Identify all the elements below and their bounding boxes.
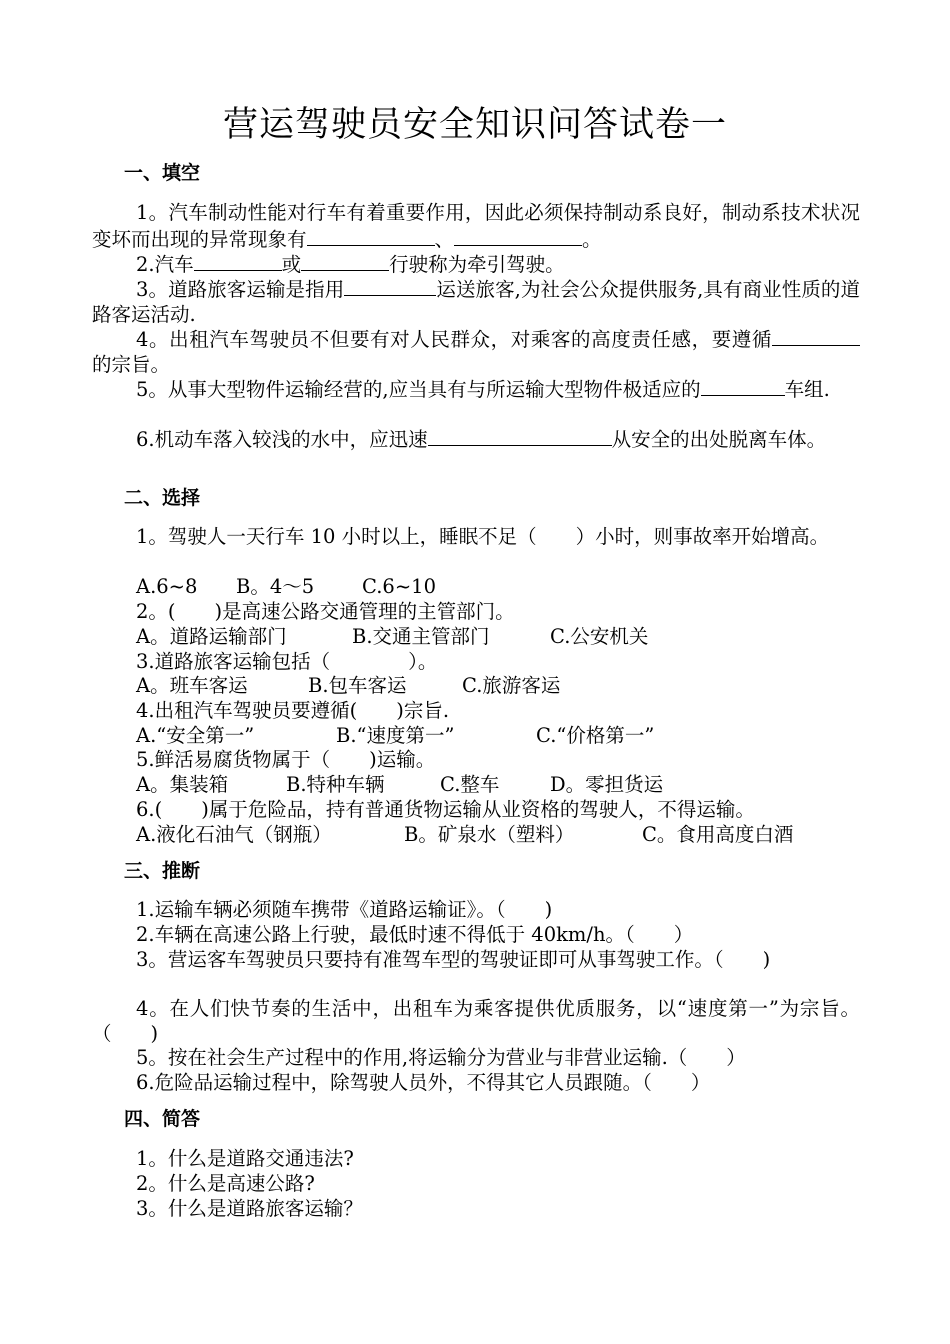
choice-question-2: 2。( )是高速公路交通管理的主管部门。 [136, 600, 515, 623]
option[interactable]: C.整车 [440, 773, 500, 796]
option[interactable]: A。道路运输部门 [136, 625, 287, 648]
option[interactable]: B。矿泉水（塑料） [404, 823, 575, 846]
option[interactable]: C.6~10 [362, 575, 436, 598]
choice-question-3: 3.道路旅客运输包括（ ）。 [136, 650, 438, 673]
option[interactable]: A.6~8 [136, 575, 198, 598]
answer-blank[interactable] [307, 225, 435, 246]
answer-blank[interactable] [301, 250, 389, 271]
page-title: 营运驾驶员安全知识问答试卷一 [222, 105, 727, 145]
answer-blank[interactable] [428, 425, 612, 446]
judge-question-1: 1.运输车辆必须随车携带《道路运输证》。（ ) [136, 898, 553, 921]
short-question-1: 1。什么是道路交通违法? [136, 1147, 354, 1170]
short-question-3: 3。什么是道路旅客运输？ [136, 1197, 363, 1220]
answer-blank[interactable] [194, 250, 282, 271]
option[interactable]: A.液化石油气（钢瓶） [136, 823, 332, 846]
fill-question-3: 3。道路旅客运输是指用 运送旅客,为社会公众提供服务,具有商业性质的道路客运活动. [92, 275, 860, 327]
section-heading-short: 四、简答 [124, 1108, 201, 1130]
option[interactable]: B.交通主管部门 [352, 625, 490, 648]
option[interactable]: D。零担货运 [550, 773, 664, 796]
option[interactable]: B.“速度第一” [336, 724, 455, 747]
judge-question-2: 2.车辆在高速公路上行驶，最低时速不得低于 40km/h。（ ） [136, 923, 694, 946]
fill-question-5: 5。从事大型物件运输经营的,应当具有与所运输大型物件极适应的 车组. [92, 375, 860, 402]
option[interactable]: B.包车客运 [308, 674, 407, 697]
short-question-2: 2。什么是高速公路? [136, 1172, 315, 1195]
option[interactable]: A。班车客运 [136, 674, 248, 697]
option[interactable]: A.“安全第一” [136, 724, 255, 747]
answer-blank[interactable] [772, 325, 860, 346]
choice-options-1 [136, 574, 436, 599]
choice-options-4 [136, 723, 654, 748]
section-heading-choice: 二、选择 [124, 487, 201, 509]
choice-question-6: 6.( )属于危险品，持有普通货物运输从业资格的驾驶人，不得运输。 [136, 798, 755, 821]
option[interactable]: B。4～5 [236, 575, 315, 598]
fill-question-4: 4。出租汽车驾驶员不但要有对人民群众，对乘客的高度责任感，要遵循的宗旨。 [92, 325, 860, 377]
judge-question-3: 3。营运客车驾驶员只要持有准驾车型的驾驶证即可从事驾驶工作。（ ) [136, 948, 771, 971]
option[interactable]: A。集装箱 [136, 773, 229, 796]
choice-options-2 [136, 624, 648, 649]
option[interactable]: C.旅游客运 [462, 674, 561, 697]
fill-question-2: 2.汽车 或 行驶称为牵引驾驶。 [92, 250, 860, 277]
choice-options-3 [136, 673, 560, 698]
choice-question-5: 5.鲜活易腐货物属于（ )运输。 [136, 748, 436, 771]
fill-question-1: 1。汽车制动性能对行车有着重要作用，因此必须保持制动系良好，制动系技术状况变坏而出现的异常现象有 、 。 [92, 201, 860, 251]
choice-question-4: 4.出租汽车驾驶员要遵循( )宗旨. [136, 699, 450, 722]
answer-blank[interactable] [454, 225, 582, 246]
judge-question-4: 4。在人们快节奏的生活中，出租车为乘客提供优质服务，以“速度第一”为宗旨。（ ) [92, 997, 860, 1045]
choice-question-1: 1。驾驶人一天行车 10 小时以上，睡眠不足（ ）小时，则事故率开始增高。 [136, 525, 830, 548]
option[interactable]: C。食用高度白酒 [642, 823, 794, 846]
answer-blank[interactable] [344, 275, 436, 296]
option[interactable]: B.特种车辆 [286, 773, 385, 796]
section-heading-fill: 一、填空 [124, 162, 201, 184]
option[interactable]: C.“价格第一” [536, 724, 655, 747]
judge-question-5: 5。按在社会生产过程中的作用,将运输分为营业与非营业运输.（ ） [136, 1046, 746, 1069]
option[interactable]: C.公安机关 [550, 625, 649, 648]
answer-blank[interactable] [701, 375, 785, 396]
choice-options-5 [136, 772, 663, 797]
choice-options-6 [136, 822, 793, 847]
fill-question-6: 6.机动车落入较浅的水中，应迅速 从安全的出处脱离车体。 [92, 425, 860, 452]
section-heading-judge: 三、推断 [124, 860, 201, 882]
judge-question-6: 6.危险品运输过程中，除驾驶人员外，不得其它人员跟随。（ ） [136, 1071, 711, 1094]
